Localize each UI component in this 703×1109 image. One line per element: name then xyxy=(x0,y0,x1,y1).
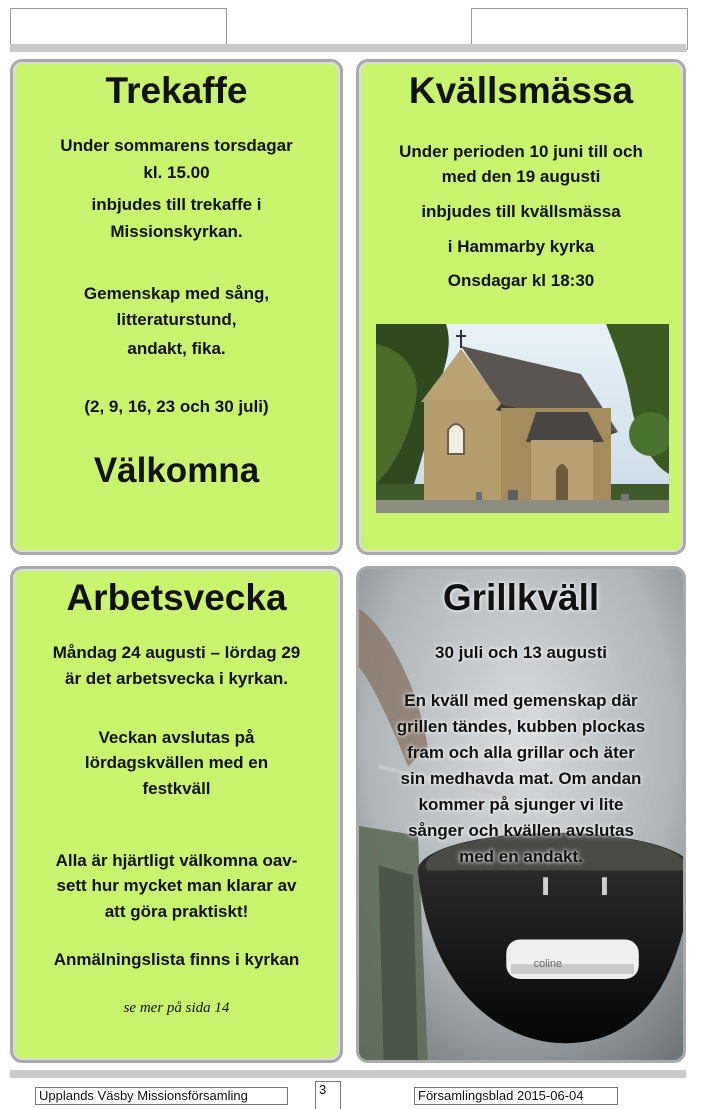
grillkvall-line: fram och alla grillar och äter xyxy=(407,743,635,762)
trekaffe-welcome: Välkomna xyxy=(93,451,260,490)
person-leg-shadow xyxy=(379,865,418,1060)
grill-handle-shadow xyxy=(511,964,634,974)
trekaffe-line: litteraturstund, xyxy=(116,310,237,329)
arbetsvecka-line: sett hur mycket man klarar av xyxy=(56,876,297,895)
trekaffe-line: andakt, fika. xyxy=(127,339,226,358)
grillkvall-line: grillen tändes, kubben plockas xyxy=(396,717,646,736)
trekaffe-title: Trekaffe xyxy=(105,70,248,111)
trekaffe-line: Under sommarens torsdagar xyxy=(60,136,293,155)
trekaffe-line: kl. 15.00 xyxy=(143,163,210,182)
arbetsvecka-line: Måndag 24 augusti – lördag 29 xyxy=(52,643,301,662)
grillkvall-title: Grillkväll xyxy=(442,577,600,618)
kvallsmassa-line: inbjudes till kvällsmässa xyxy=(421,202,621,221)
arbetsvecka-title: Arbetsvecka xyxy=(66,577,287,618)
footer-rule xyxy=(10,1070,686,1078)
footer-right-label: Församlingsblad 2015-06-04 xyxy=(414,1087,618,1105)
grillkvall-line: En kväll med gemenskap där xyxy=(404,691,638,710)
arbetsvecka-line: lördagskvällen med en xyxy=(84,753,269,772)
grillkvall-line: sånger och kvällen avslutas xyxy=(408,821,634,840)
trekaffe-line: Gemenskap med sång, xyxy=(83,284,270,303)
porch-door xyxy=(556,464,568,500)
path xyxy=(376,500,669,513)
kvallsmassa-title: Kvällsmässa xyxy=(408,70,634,111)
gravestone xyxy=(508,490,518,500)
church-photo xyxy=(376,324,669,513)
trekaffe-line: inbjudes till trekaffe i xyxy=(91,195,262,214)
kvallsmassa-line: i Hammarby kyrka xyxy=(447,237,595,256)
footer-left-label: Upplands Väsby Missionsförsamling xyxy=(35,1087,288,1105)
grill-brand: coline xyxy=(533,958,562,971)
page-number: 3 xyxy=(315,1081,341,1109)
arbetsvecka-line: festkväll xyxy=(142,779,211,798)
arbetsvecka-panel xyxy=(10,566,343,1063)
trekaffe-dates: (2, 9, 16, 23 och 30 juli) xyxy=(84,397,269,416)
arbetsvecka-line: Veckan avslutas på xyxy=(98,728,255,747)
grillkvall-dates: 30 juli och 13 augusti xyxy=(435,643,607,662)
arbetsvecka-line: är det arbetsvecka i kyrkan. xyxy=(64,669,289,688)
kvallsmassa-panel xyxy=(356,59,686,555)
trekaffe-line: Missionskyrkan. xyxy=(110,222,243,241)
kvallsmassa-line: Onsdagar kl 18:30 xyxy=(447,271,595,290)
arbetsvecka-note: se mer på sida 14 xyxy=(123,1000,230,1016)
gravestone xyxy=(476,492,482,500)
arbetsvecka-line: Alla är hjärtligt välkomna oav- xyxy=(55,851,298,870)
gravestone xyxy=(621,494,629,501)
grillkvall-line: med en andakt. xyxy=(459,847,583,866)
kvallsmassa-line: Under perioden 10 juni till och xyxy=(399,142,643,161)
header-rule xyxy=(10,44,686,52)
trekaffe-panel xyxy=(10,59,343,555)
window xyxy=(448,424,464,454)
grillkvall-line: kommer på sjunger vi lite xyxy=(418,795,624,814)
grillkvall-panel xyxy=(356,566,686,1063)
arbetsvecka-line: Anmälningslista finns i kyrkan xyxy=(53,950,300,969)
arbetsvecka-line: att göra praktiskt! xyxy=(104,902,249,921)
kvallsmassa-line: med den 19 augusti xyxy=(441,167,601,186)
grillkvall-line: sin medhavda mat. Om andan xyxy=(400,769,642,788)
